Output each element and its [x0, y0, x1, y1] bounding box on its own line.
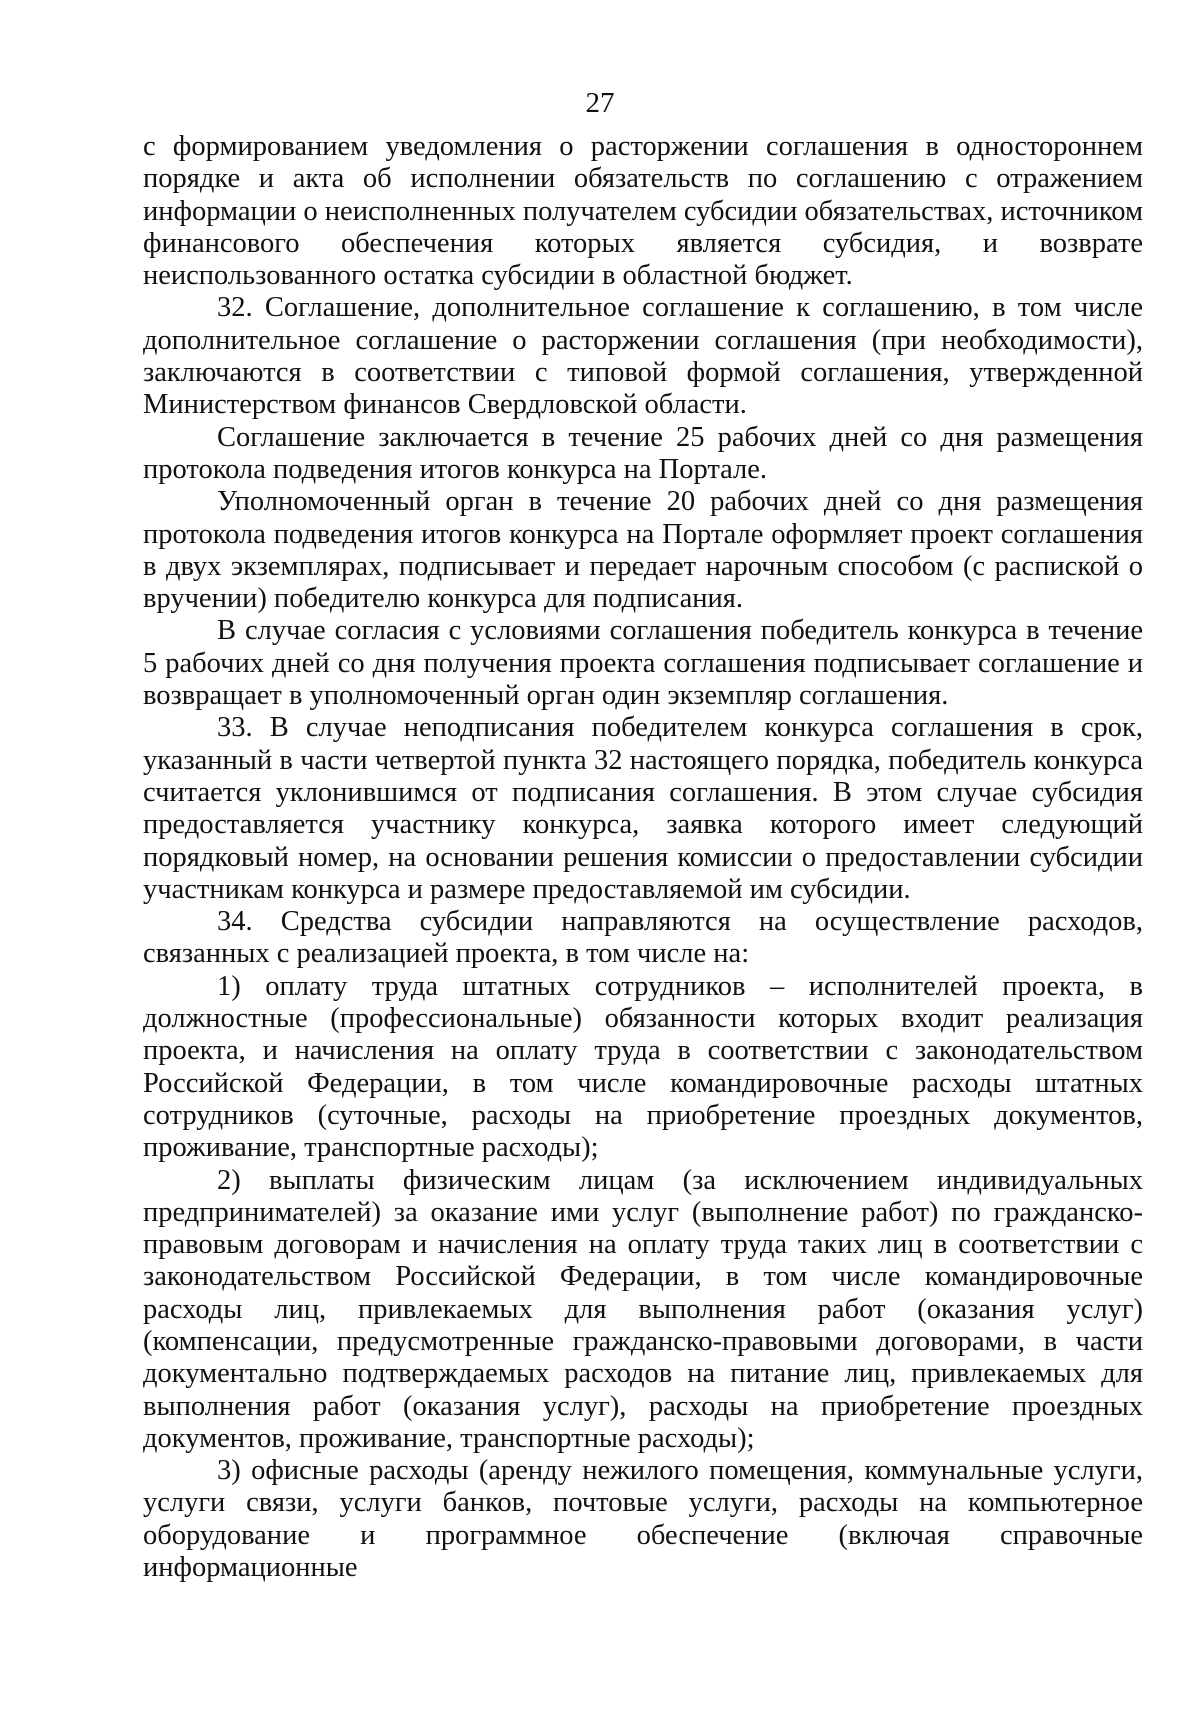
paragraph-1: с формированием уведомления о расторжении соглашения в одностороннем порядке и акта об исполнении обязательств по соглашению с отражением информации о неисполненных получателем субсидии обязательствах, источником финансового обеспечения которых является субсидия, и возврате неиспользованного остатка субсидии в областной бюджет. — [143, 131, 1143, 292]
paragraph-7: 34. Средства субсидии направляются на осуществление расходов, связанных с реализацией проекта, в том числе на: — [143, 906, 1143, 970]
paragraph-3: Соглашение заключается в течение 25 рабочих дней со дня размещения протокола подведения итогов конкурса на Портале. — [143, 421, 1143, 485]
paragraph-5: В случае согласия с условиями соглашения победитель конкурса в течение 5 рабочих дней со дня получения проекта соглашения подписывает соглашение и возвращает в уполномоченный орган один экземпляр соглашения. — [143, 615, 1143, 712]
paragraph-4: Уполномоченный орган в течение 20 рабочих дней со дня размещения протокола подведения итогов конкурса на Портале оформляет проект соглашения в двух экземплярах, подписывает и передает нарочным способом (с распиской о вручении) победителю конкурса для подписания. — [143, 486, 1143, 615]
paragraph-10: 3) офисные расходы (аренду нежилого помещения, коммунальные услуги, услуги связи, услуги банков, почтовые услуги, расходы на компьютерное оборудование и программное обеспечение (включая справочные информационные — [143, 1455, 1143, 1584]
paragraph-8: 1) оплату труда штатных сотрудников – исполнителей проекта, в должностные (профессиональные) обязанности которых входит реализация проекта, и начисления на оплату труда в соответствии с законодательством Российской Федерации, в том числе командировочные расходы штатных сотрудников (суточные, расходы на приобретение проездных документов, проживание, транспортные расходы); — [143, 970, 1143, 1164]
paragraph-6: 33. В случае неподписания победителем конкурса соглашения в срок, указанный в части четвертой пункта 32 настоящего порядка, победитель конкурса считается уклонившимся от подписания соглашения. В этом случае субсидия предоставляется участнику конкурса, заявка которого имеет следующий порядковый номер, на основании решения комиссии о предоставлении субсидии участникам конкурса и размере предоставляемой им субсидии. — [143, 712, 1143, 905]
paragraph-2: 32. Соглашение, дополнительное соглашение к соглашению, в том числе дополнительное соглашение о расторжении соглашения (при необходимости), заключаются в соответствии с типовой формой соглашения, утвержденной Министерством финансов Свердловской области. — [143, 292, 1143, 421]
page-number: 27 — [585, 87, 615, 119]
document-body — [143, 131, 1143, 1584]
paragraph-9: 2) выплаты физическим лицам (за исключением индивидуальных предпринимателей) за оказание ими услуг (выполнение работ) по гражданско-правовым договорам и начисления на оплату труда таких лиц в соответствии с законодательством Российской Федерации, в том числе командировочные расходы лиц, привлекаемых для выполнения работ (оказания услуг) (компенсации, предусмотренные гражданско-правовыми договорами, в части документально подтверждаемых расходов на питание лиц, привлекаемых для выполнения работ (оказания услуг), расходы на приобретение проездных документов, проживание, транспортные расходы); — [143, 1164, 1143, 1454]
